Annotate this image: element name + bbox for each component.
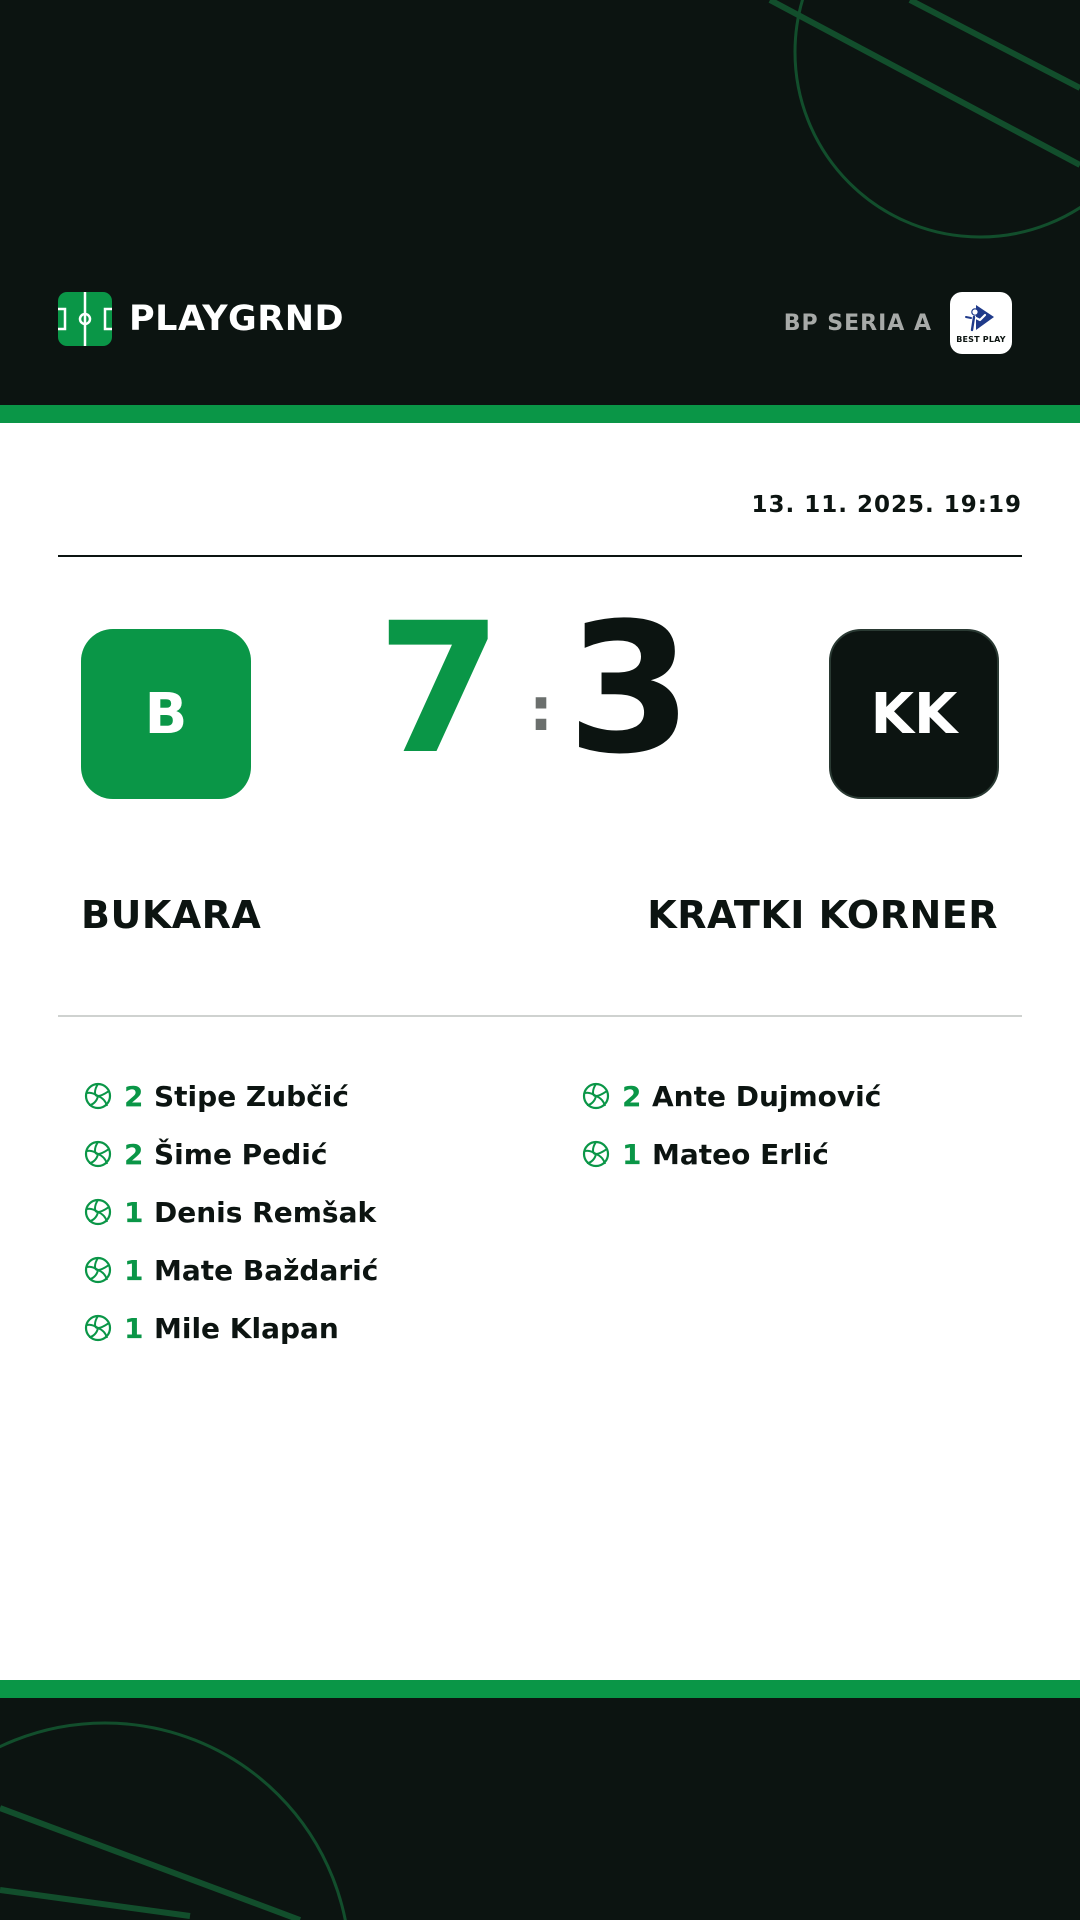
- goal-count: 2: [622, 1079, 642, 1113]
- goal-count: 1: [622, 1137, 642, 1171]
- header: [0, 0, 1080, 405]
- ball-icon: [84, 1314, 112, 1342]
- scorer-item: [84, 1125, 378, 1183]
- scorer-item: [582, 1067, 881, 1125]
- player-name: Ante Dujmović: [652, 1079, 882, 1113]
- away-scorers-list: [582, 1067, 881, 1183]
- scorer-item: [84, 1299, 378, 1357]
- scorer-item: [84, 1183, 378, 1241]
- home-team-initials: B: [144, 681, 188, 747]
- brand-name: PLAYGRND: [129, 299, 345, 339]
- away-team-name: KRATKI KORNER: [647, 893, 998, 937]
- goal-count: 1: [124, 1311, 144, 1345]
- goal-count: 2: [124, 1137, 144, 1171]
- accent-bar-top: [0, 405, 1080, 423]
- player-name: Stipe Zubčić: [154, 1079, 350, 1113]
- home-scorers-list: [84, 1067, 378, 1357]
- away-team-initials: KK: [870, 681, 958, 747]
- away-team-badge: [829, 629, 999, 799]
- ball-icon: [84, 1256, 112, 1284]
- scorer-item: [84, 1067, 378, 1125]
- goal-count: 1: [124, 1195, 144, 1229]
- brand: [58, 292, 344, 346]
- goal-count: 2: [124, 1079, 144, 1113]
- ball-icon: [84, 1198, 112, 1226]
- divider: [58, 555, 1022, 557]
- player-name: Mateo Erlić: [652, 1137, 829, 1171]
- pitch-lines-decoration: [0, 1698, 1080, 1920]
- accent-bar-bottom: [0, 1680, 1080, 1698]
- league-logo: [950, 292, 1012, 354]
- scorer-item: [84, 1241, 378, 1299]
- score-separator: :: [529, 675, 553, 745]
- match-datetime: 13. 11. 2025. 19:19: [751, 492, 1022, 518]
- player-name: Denis Remšak: [154, 1195, 377, 1229]
- ball-icon: [582, 1082, 610, 1110]
- away-score: 3: [567, 585, 693, 794]
- ball-icon: [84, 1082, 112, 1110]
- league-logo-text: BEST PLAY: [956, 334, 1006, 344]
- ball-icon: [84, 1140, 112, 1168]
- scorer-item: [582, 1125, 881, 1183]
- player-name: Mile Klapan: [154, 1311, 339, 1345]
- pitch-icon: [58, 292, 112, 346]
- home-score: 7: [376, 585, 502, 794]
- ball-icon: [582, 1140, 610, 1168]
- player-name: Mate Baždarić: [154, 1253, 379, 1287]
- divider-light: [58, 1015, 1022, 1017]
- footer: [0, 1698, 1080, 1920]
- goal-count: 1: [124, 1253, 144, 1287]
- player-name: Šime Pedić: [154, 1137, 328, 1171]
- home-team-name: BUKARA: [81, 893, 262, 937]
- league-name: BP SERIA A: [783, 310, 932, 336]
- runner-play-icon: [964, 303, 998, 333]
- league: [784, 292, 1012, 354]
